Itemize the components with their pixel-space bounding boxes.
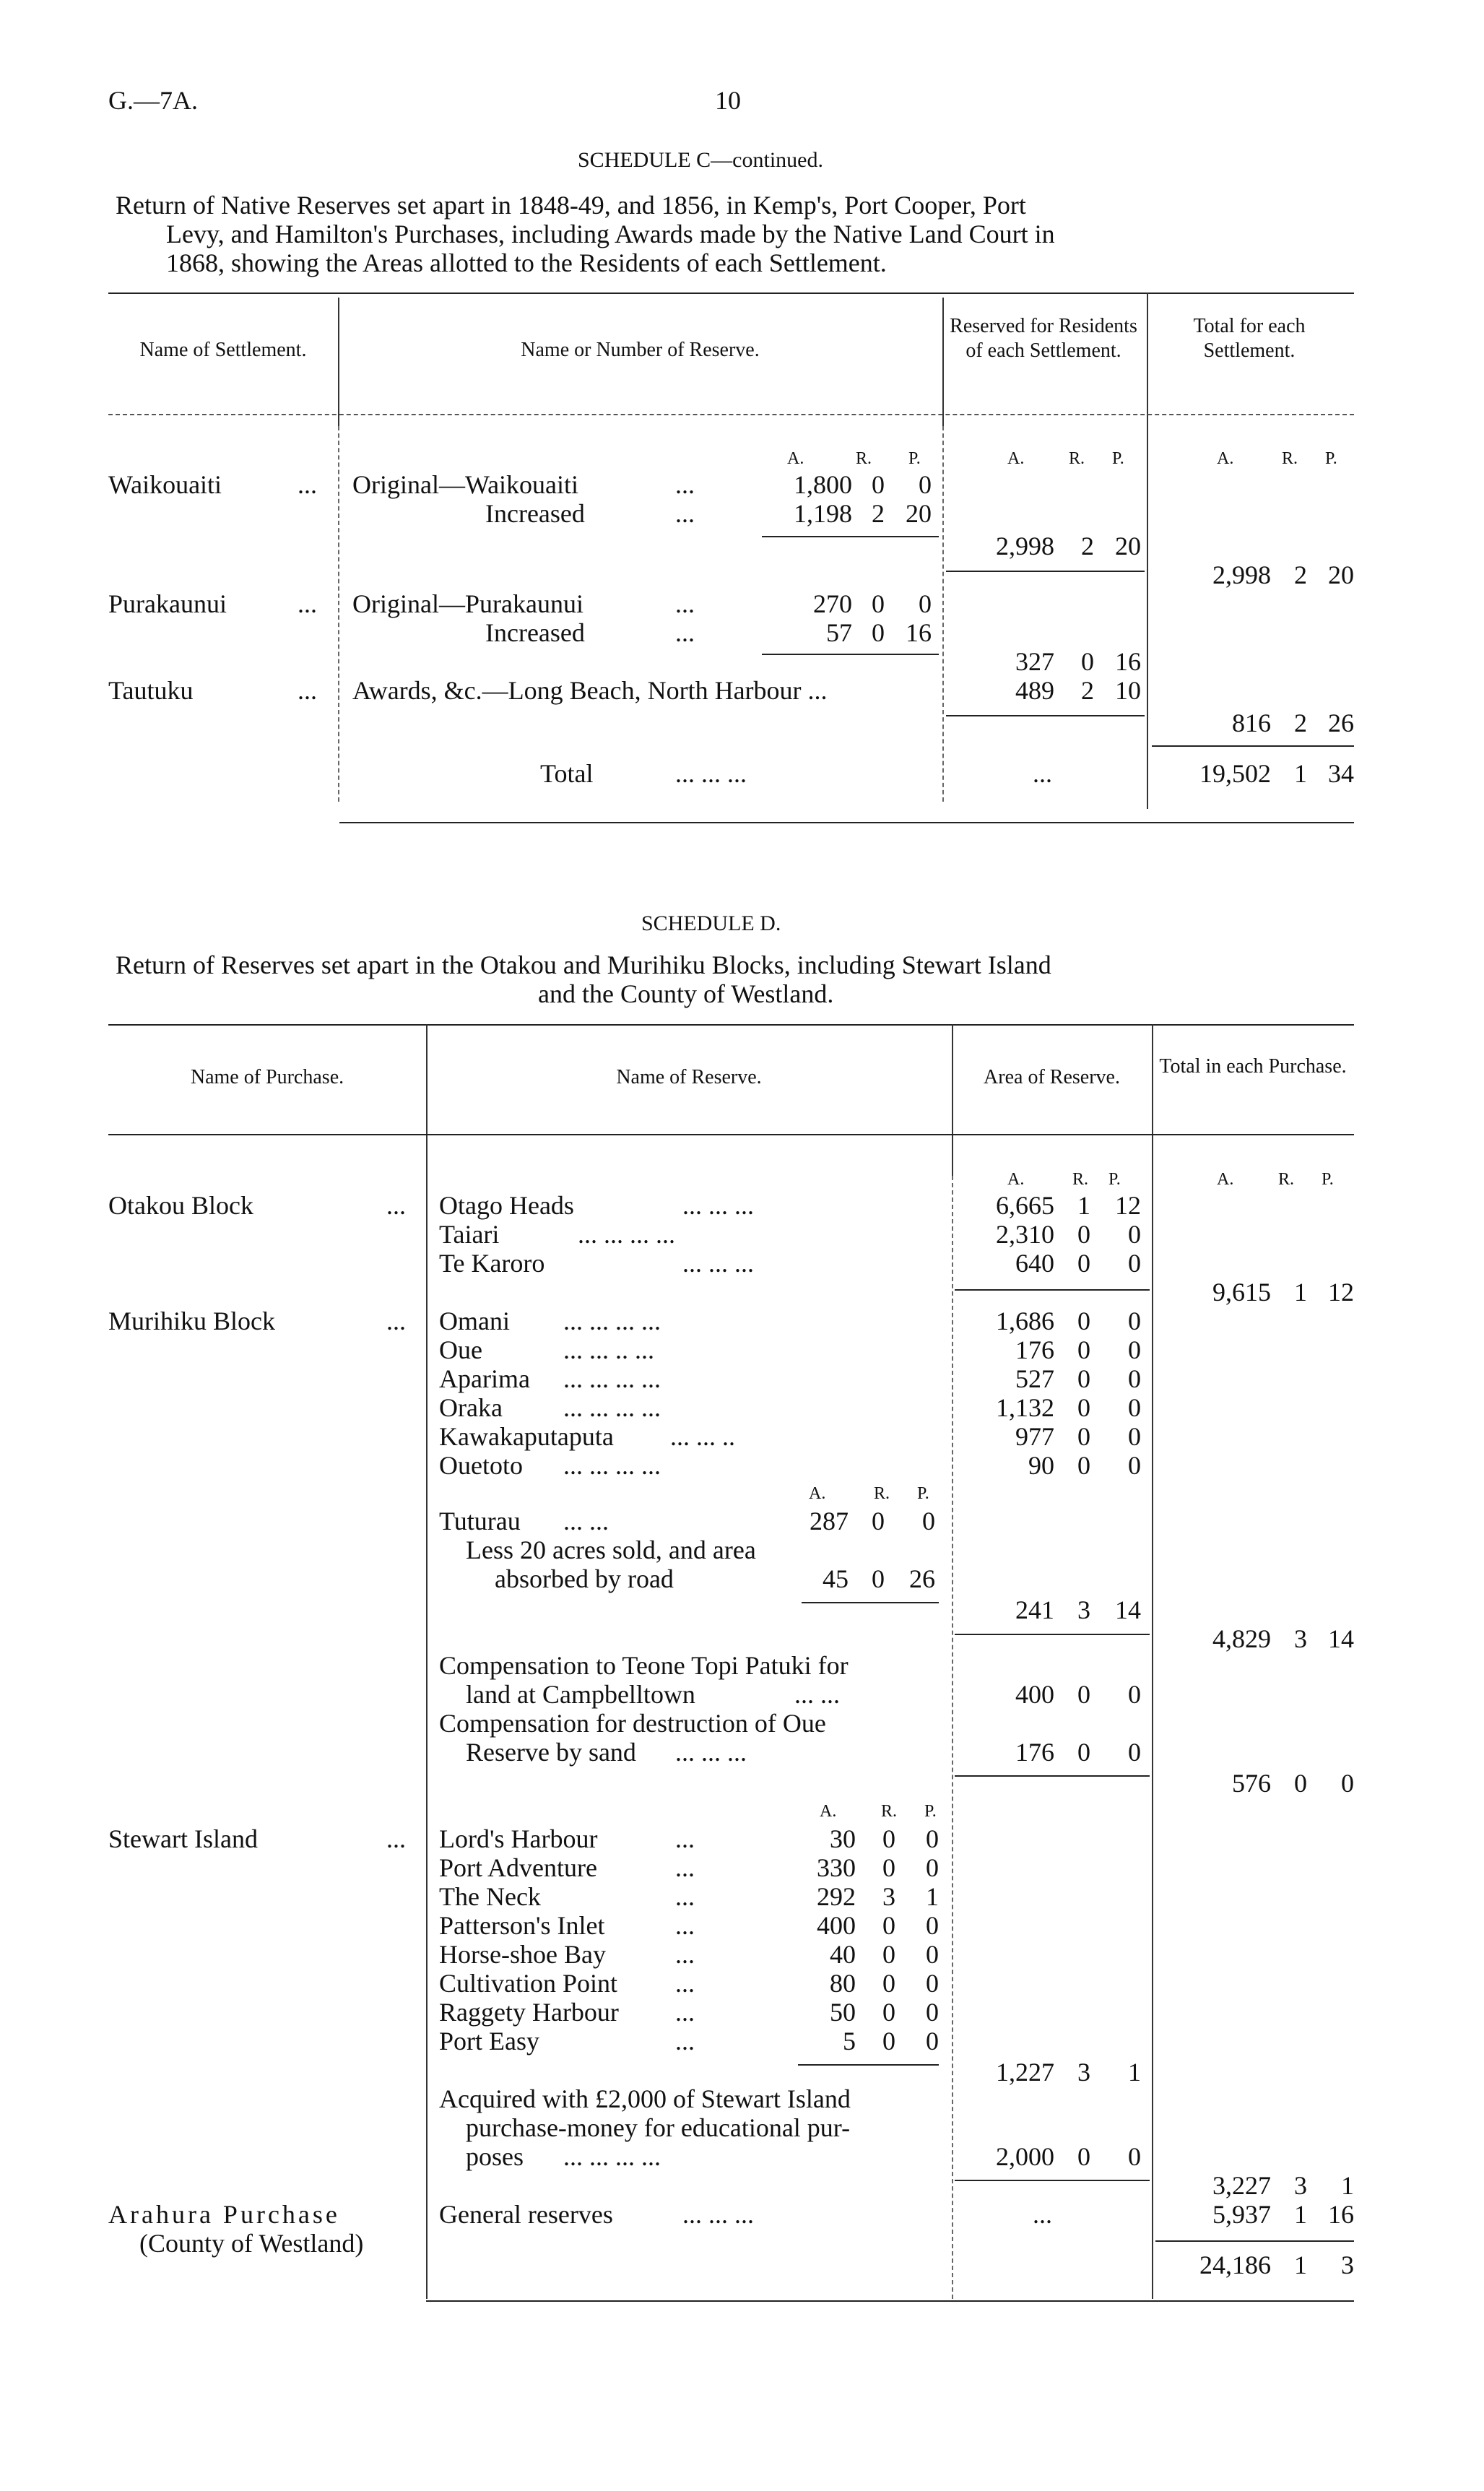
total-roods: 3: [1294, 2171, 1307, 2200]
leader-dots: ...: [675, 618, 695, 647]
leader-dots: ... ... ... ...: [563, 2142, 661, 2171]
reserve-name: Acquired with £2,000 of Stewart Island: [439, 2084, 851, 2113]
reserved-roods: 2: [1081, 676, 1094, 705]
reserve-name: poses: [466, 2142, 524, 2171]
leader-dots: ...: [675, 1824, 695, 1853]
roods: 0: [882, 2027, 895, 2055]
grand-total-perches: 3: [1341, 2250, 1354, 2279]
sum-rule: [955, 1634, 1150, 1635]
total-perches: 14: [1328, 1624, 1354, 1653]
col-total-header: Total in each Purchase.: [1159, 1055, 1347, 1078]
leader-dots: ...: [675, 1940, 695, 1969]
roods: 0: [882, 1969, 895, 1998]
perches: 0: [919, 589, 932, 618]
leader-dots: ...: [675, 470, 695, 499]
reserve-name: Tuturau: [439, 1507, 521, 1535]
grand-total-roods: 1: [1294, 2250, 1307, 2279]
reserve-name: Original—Waikouaiti: [352, 470, 579, 499]
roods: 0: [872, 470, 885, 499]
reserved-acres: 327: [1015, 647, 1054, 676]
reserved-perches: 20: [1115, 532, 1141, 560]
unit-a: A.: [787, 449, 804, 468]
acres: 330: [817, 1853, 856, 1882]
purchase-name: Stewart Island: [108, 1824, 258, 1853]
total-acres: 816: [1232, 709, 1271, 737]
table-d-bottom-rule: [426, 2300, 1354, 2302]
area-perches: 0: [1128, 1307, 1141, 1335]
acres: 45: [823, 1564, 849, 1593]
area-perches: 0: [1128, 1738, 1141, 1767]
leader-dots: ...: [386, 1191, 406, 1220]
reserve-name: Compensation to Teone Topi Patuki for: [439, 1651, 849, 1680]
leader-dots: ...: [675, 1969, 695, 1998]
roods: 0: [882, 1853, 895, 1882]
grand-total-perches: 34: [1328, 759, 1354, 788]
area-roods: 0: [1077, 1422, 1090, 1451]
col-reserved-header: Reserved for Residents of each Settlement.: [950, 315, 1137, 362]
perches: 0: [919, 470, 932, 499]
unit-r: R.: [881, 1802, 898, 1821]
area-acres: 977: [1015, 1422, 1054, 1451]
leader-dots: ... ... ... ...: [563, 1364, 661, 1393]
roods: 0: [882, 1824, 895, 1853]
sum-rule: [798, 2064, 939, 2066]
unit-p: P.: [924, 1802, 937, 1821]
area-roods: 0: [1077, 1680, 1090, 1709]
col-reserve-header: Name or Number of Reserve.: [521, 339, 760, 361]
reserve-note: absorbed by road: [495, 1564, 674, 1593]
leader-dots: ... ... ... ...: [563, 1451, 661, 1480]
leader-dots: ...: [675, 2027, 695, 2055]
unit-p: P.: [1112, 449, 1124, 468]
area-roods: 3: [1077, 1595, 1090, 1624]
col-settlement-header: Name of Settlement.: [139, 339, 307, 361]
schedule-c-title-line-3: 1868, showing the Areas allotted to the Residents of each Settlement.: [166, 248, 887, 277]
total-acres: 576: [1232, 1769, 1271, 1798]
purchase-name-sub: (County of Westland): [139, 2229, 364, 2258]
table-c-header-rule: [108, 414, 1354, 415]
purchase-name: Otakou Block: [108, 1191, 253, 1220]
leader-dots: ... ... ... ...: [563, 1393, 661, 1422]
reserved-acres: 489: [1015, 676, 1054, 705]
reserve-name: General reserves: [439, 2200, 613, 2229]
leader-dots: ...: [298, 676, 317, 705]
acres: 80: [830, 1969, 856, 1998]
col-reserve-header: Name of Reserve.: [616, 1066, 762, 1088]
roods: 0: [872, 1507, 885, 1535]
sum-rule: [955, 2180, 1150, 2181]
area-acres: 640: [1015, 1249, 1054, 1278]
schedule-d-title-line-2: and the County of Westland.: [538, 979, 834, 1008]
area-perches: 1: [1128, 2058, 1141, 2087]
area-perches: 0: [1128, 1249, 1141, 1278]
leader-dots: ...: [1033, 759, 1052, 788]
table-c-divider: [942, 426, 944, 802]
leader-dots: ...: [675, 589, 695, 618]
reserve-name: The Neck: [439, 1882, 541, 1911]
roods: 0: [872, 1564, 885, 1593]
schedule-d-title-line-1: Return of Reserves set apart in the Otakou and Murihiku Blocks, including Stewart Island: [116, 950, 1051, 979]
perches: 0: [926, 2027, 939, 2055]
table-c-divider: [338, 426, 339, 802]
roods: 2: [872, 499, 885, 528]
unit-r: R.: [1278, 1170, 1295, 1189]
reserved-roods: 0: [1081, 647, 1094, 676]
perches: 0: [926, 1911, 939, 1940]
reserve-name: Awards, &c.—Long Beach, North Harbour ...: [352, 676, 828, 705]
sum-rule: [762, 654, 939, 655]
total-perches: 20: [1328, 560, 1354, 589]
unit-a: A.: [1007, 449, 1025, 468]
acres: 50: [830, 1998, 856, 2027]
table-d-divider: [426, 1024, 428, 2299]
area-roods: 0: [1077, 1364, 1090, 1393]
area-perches: 0: [1128, 1451, 1141, 1480]
area-acres: 1,132: [996, 1393, 1054, 1422]
area-perches: 0: [1128, 1364, 1141, 1393]
total-perches: 16: [1328, 2200, 1354, 2229]
area-roods: 1: [1077, 1191, 1090, 1220]
grand-total-roods: 1: [1294, 759, 1307, 788]
reserve-name: Reserve by sand: [466, 1738, 636, 1767]
roods: 0: [872, 618, 885, 647]
reserve-name: Oue: [439, 1335, 482, 1364]
page-number: 10: [715, 86, 741, 115]
total-roods: 2: [1294, 709, 1307, 737]
acres: 57: [826, 618, 852, 647]
reserve-name: Taiari: [439, 1220, 500, 1249]
reserve-name: land at Campbelltown: [466, 1680, 695, 1709]
reserved-perches: 10: [1115, 676, 1141, 705]
area-acres: 90: [1028, 1451, 1054, 1480]
perches: 0: [926, 1853, 939, 1882]
leader-dots: ... ...: [794, 1680, 840, 1709]
perches: 0: [926, 1824, 939, 1853]
area-roods: 0: [1077, 1451, 1090, 1480]
reserve-name: Oraka: [439, 1393, 503, 1422]
acres: 1,800: [794, 470, 852, 499]
reserve-name: Port Easy: [439, 2027, 539, 2055]
area-acres: 2,310: [996, 1220, 1054, 1249]
area-acres: 527: [1015, 1364, 1054, 1393]
reserve-name: Lord's Harbour: [439, 1824, 598, 1853]
purchase-name: Arahura Purchase: [108, 2200, 340, 2229]
leader-dots: ...: [298, 470, 317, 499]
unit-p: P.: [1322, 1170, 1334, 1189]
leader-dots: ...: [675, 1998, 695, 2027]
sum-rule: [802, 1602, 939, 1603]
roods: 0: [882, 1940, 895, 1969]
leader-dots: ... ... ...: [675, 1738, 747, 1767]
area-perches: 0: [1128, 1393, 1141, 1422]
table-d-divider: [1152, 1024, 1153, 2299]
reserved-roods: 2: [1081, 532, 1094, 560]
grand-total-acres: 19,502: [1199, 759, 1271, 788]
schedule-d-heading: SCHEDULE D.: [641, 911, 781, 935]
leader-dots: ...: [386, 1824, 406, 1853]
total-label: Total: [540, 759, 594, 788]
reserve-name: Kawakaputaputa: [439, 1422, 614, 1451]
table-c-divider: [1147, 293, 1148, 809]
perches: 20: [906, 499, 932, 528]
schedule-c-title-line-2: Levy, and Hamilton's Purchases, including Awards made by the Native Land Court in: [166, 220, 1055, 248]
unit-a: A.: [1217, 1170, 1234, 1189]
leader-dots: ...: [675, 1882, 695, 1911]
reserve-name: Aparima: [439, 1364, 530, 1393]
reserve-name: Cultivation Point: [439, 1969, 618, 1998]
unit-r: R.: [1282, 449, 1298, 468]
leader-dots: ...: [298, 589, 317, 618]
acres: 270: [813, 589, 852, 618]
area-acres: 1,227: [996, 2058, 1054, 2087]
unit-r: R.: [874, 1484, 890, 1503]
unit-a: A.: [1007, 1170, 1025, 1189]
total-perches: 0: [1341, 1769, 1354, 1798]
col-area-header: Area of Reserve.: [984, 1066, 1120, 1088]
area-roods: 3: [1077, 2058, 1090, 2087]
sum-rule: [946, 715, 1145, 716]
sum-rule: [955, 1775, 1150, 1777]
table-d-header-rule: [108, 1134, 1354, 1135]
sum-rule: [1152, 745, 1354, 747]
total-perches: 1: [1341, 2171, 1354, 2200]
area-acres: 1,686: [996, 1307, 1054, 1335]
area-perches: 0: [1128, 1220, 1141, 1249]
total-acres: 2,998: [1212, 560, 1271, 589]
perches: 16: [906, 618, 932, 647]
leader-dots: ... ...: [563, 1507, 609, 1535]
perches: 0: [926, 1969, 939, 1998]
grand-total-acres: 24,186: [1199, 2250, 1271, 2279]
total-roods: 2: [1294, 560, 1307, 589]
unit-a: A.: [820, 1802, 837, 1821]
leader-dots: ...: [675, 1853, 695, 1882]
reserve-name: Original—Purakaunui: [352, 589, 583, 618]
col-purchase-header: Name of Purchase.: [190, 1066, 344, 1088]
total-roods: 1: [1294, 1278, 1307, 1307]
area-acres: 241: [1015, 1595, 1054, 1624]
sum-rule: [762, 536, 939, 537]
unit-p: P.: [1108, 1170, 1121, 1189]
unit-r: R.: [1072, 1170, 1089, 1189]
sum-rule: [1155, 2240, 1354, 2242]
total-roods: 0: [1294, 1769, 1307, 1798]
reserve-note: Less 20 acres sold, and area: [466, 1535, 756, 1564]
unit-a: A.: [809, 1484, 826, 1503]
area-roods: 0: [1077, 1393, 1090, 1422]
leader-dots: ... ... ..: [670, 1422, 735, 1451]
reserve-name: Port Adventure: [439, 1853, 597, 1882]
area-perches: 14: [1115, 1595, 1141, 1624]
sum-rule: [955, 1289, 1150, 1291]
reserve-name: purchase-money for educational pur-: [466, 2113, 851, 2142]
acres: 40: [830, 1940, 856, 1969]
roods: 0: [882, 1998, 895, 2027]
area-perches: 0: [1128, 1680, 1141, 1709]
settlement-name: Waikouaiti: [108, 470, 222, 499]
page-ref: G.—7A.: [108, 86, 198, 115]
reserved-acres: 2,998: [996, 532, 1054, 560]
table-c-bottom-rule: [339, 822, 1354, 823]
area-acres: 400: [1015, 1680, 1054, 1709]
area-perches: 0: [1128, 2142, 1141, 2171]
acres: 5: [843, 2027, 856, 2055]
settlement-name: Purakaunui: [108, 589, 227, 618]
acres: 287: [810, 1507, 849, 1535]
area-roods: 0: [1077, 1307, 1090, 1335]
area-roods: 0: [1077, 1249, 1090, 1278]
reserve-name: Otago Heads: [439, 1191, 574, 1220]
total-acres: 4,829: [1212, 1624, 1271, 1653]
reserve-name: Increased: [485, 618, 585, 647]
total-acres: 3,227: [1212, 2171, 1271, 2200]
reserve-name: Omani: [439, 1307, 510, 1335]
table-c-divider: [942, 298, 944, 426]
sum-rule: [946, 571, 1145, 572]
unit-a: A.: [1217, 449, 1234, 468]
col-total-header: Total for each Settlement.: [1193, 315, 1306, 362]
area-perches: 0: [1128, 1422, 1141, 1451]
unit-r: R.: [856, 449, 872, 468]
leader-dots: ...: [386, 1307, 406, 1335]
leader-dots: ... ... ...: [682, 1249, 754, 1278]
roods: 0: [882, 1911, 895, 1940]
leader-dots: ...: [675, 499, 695, 528]
reserved-perches: 16: [1115, 647, 1141, 676]
acres: 400: [817, 1911, 856, 1940]
total-perches: 12: [1328, 1278, 1354, 1307]
leader-dots: ... ... ...: [682, 2200, 754, 2229]
area-roods: 0: [1077, 1220, 1090, 1249]
leader-dots: ... ... ...: [675, 759, 747, 788]
unit-p: P.: [908, 449, 921, 468]
area-acres: 176: [1015, 1335, 1054, 1364]
reserve-name: Compensation for destruction of Oue: [439, 1709, 826, 1738]
area-roods: 0: [1077, 1738, 1090, 1767]
area-roods: 0: [1077, 1335, 1090, 1364]
leader-dots: ... ... .. ...: [563, 1335, 654, 1364]
reserve-name: Ouetoto: [439, 1451, 523, 1480]
reserve-name: Increased: [485, 499, 585, 528]
total-roods: 3: [1294, 1624, 1307, 1653]
unit-p: P.: [917, 1484, 929, 1503]
leader-dots: ... ... ... ...: [578, 1220, 675, 1249]
reserve-name: Patterson's Inlet: [439, 1911, 605, 1940]
acres: 292: [817, 1882, 856, 1911]
unit-p: P.: [1325, 449, 1337, 468]
settlement-name: Tautuku: [108, 676, 194, 705]
table-d-divider: [952, 1024, 953, 1176]
table-d-top-rule: [108, 1024, 1354, 1026]
area-roods: 0: [1077, 2142, 1090, 2171]
schedule-c-heading: SCHEDULE C—continued.: [578, 148, 823, 172]
leader-dots: ...: [1033, 2200, 1052, 2229]
roods: 0: [872, 589, 885, 618]
perches: 0: [926, 1998, 939, 2027]
acres: 1,198: [794, 499, 852, 528]
roods: 3: [882, 1882, 895, 1911]
reserve-name: Te Karoro: [439, 1249, 545, 1278]
area-acres: 6,665: [996, 1191, 1054, 1220]
leader-dots: ... ... ... ...: [563, 1307, 661, 1335]
schedule-c-title-line-1: Return of Native Reserves set apart in 1848-49, and 1856, in Kemp's, Port Cooper, Port: [116, 191, 1026, 220]
perches: 0: [922, 1507, 935, 1535]
reserve-name: Raggety Harbour: [439, 1998, 619, 2027]
leader-dots: ... ... ...: [682, 1191, 754, 1220]
table-c-top-rule: [108, 293, 1354, 294]
unit-r: R.: [1069, 449, 1085, 468]
area-perches: 0: [1128, 1335, 1141, 1364]
reserve-name: Horse-shoe Bay: [439, 1940, 606, 1969]
purchase-name: Murihiku Block: [108, 1307, 275, 1335]
perches: 26: [909, 1564, 935, 1593]
area-perches: 12: [1115, 1191, 1141, 1220]
perches: 0: [926, 1940, 939, 1969]
total-acres: 5,937: [1212, 2200, 1271, 2229]
perches: 1: [926, 1882, 939, 1911]
acres: 30: [830, 1824, 856, 1853]
area-acres: 2,000: [996, 2142, 1054, 2171]
leader-dots: ...: [675, 1911, 695, 1940]
area-acres: 176: [1015, 1738, 1054, 1767]
total-perches: 26: [1328, 709, 1354, 737]
total-acres: 9,615: [1212, 1278, 1271, 1307]
total-roods: 1: [1294, 2200, 1307, 2229]
